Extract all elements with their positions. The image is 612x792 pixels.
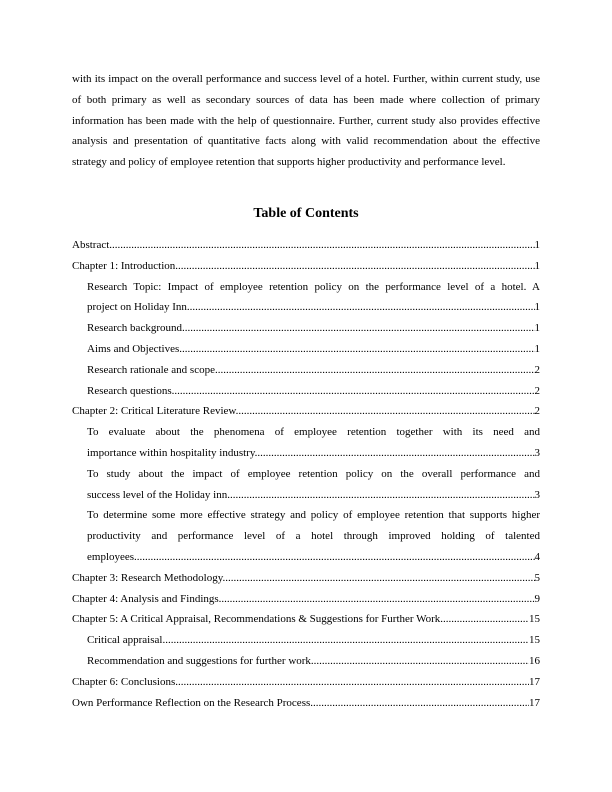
toc-entry-page-number: 17 xyxy=(529,696,540,709)
toc-entry-page-number: 3 xyxy=(534,488,540,501)
toc-entry-page-number: 1 xyxy=(534,239,540,251)
toc-entry-page-number: 5 xyxy=(534,571,540,584)
toc-entry-page-number: 2 xyxy=(534,363,540,376)
toc-entry-page-number: 9 xyxy=(534,592,540,605)
toc-entry-label: Chapter 3: Research Methodology ..... xyxy=(72,568,535,589)
toc-entry[interactable] xyxy=(72,568,540,589)
toc-entry-label: Chapter 5: A Critical Appraisal, Recommendations & Suggestions for Further Work ..... xyxy=(72,609,529,630)
toc-entry-page-number: 1 xyxy=(534,342,540,355)
toc-entry-page-number: 2 xyxy=(534,384,540,397)
toc-entry-text-wrapped: To evaluate about the phenomena of employee retention together with its need and xyxy=(87,426,540,439)
toc-entry-page-number: 1 xyxy=(534,322,540,335)
toc-entry-page-number: 3 xyxy=(534,446,540,459)
toc-entry-label: employees ..... xyxy=(87,547,535,568)
toc-entry[interactable] xyxy=(72,360,540,381)
intro-paragraph: with its impact on the overall performance and success level of a hotel. Further, within current study, use of both primary as well as secondary sources of data has been made where collection of primary information has been made with the help of questionnaire. Further, current study also provides effective analysis and presentation of quantitative facts along with valid recommendation about the effective strategy and policy of employee retention that supports higher productivity and performance level. xyxy=(72,73,540,169)
toc-entry-page-number: 17 xyxy=(529,675,540,688)
toc-entry-label: Research background ..... xyxy=(87,318,535,339)
toc-entry-label: Aims and Objectives ..... xyxy=(87,339,535,360)
toc-entry-label: Critical appraisal ..... xyxy=(87,630,529,651)
toc-entry[interactable] xyxy=(72,693,540,714)
toc-entry-label: Chapter 6: Conclusions ..... xyxy=(72,672,529,693)
toc-entry[interactable] xyxy=(72,422,540,464)
toc-entry-text-wrapped: To determine some more effective strategy and policy of employee retention that supports higher productivity and performance level of a hotel through improved holding of talented xyxy=(87,509,540,543)
toc-entry-page-number: 1 xyxy=(534,301,540,314)
toc-entry-label: Research rationale and scope ..... xyxy=(87,360,535,381)
toc-title: Table of Contents xyxy=(253,206,359,221)
toc-entry[interactable] xyxy=(72,651,540,672)
toc-entry-label: Abstract ..... xyxy=(72,235,535,256)
toc-entry[interactable] xyxy=(72,589,540,610)
toc-entry-label: success level of the Holiday inn ..... xyxy=(87,485,535,506)
toc-entry-page-number: 15 xyxy=(529,613,540,626)
toc-entry-label: Chapter 2: Critical Literature Review ..... xyxy=(72,401,535,422)
toc-entry-label: Recommendation and suggestions for further work ..... xyxy=(87,651,529,672)
toc-entry[interactable] xyxy=(72,672,540,693)
toc-entry[interactable] xyxy=(72,256,540,277)
toc-entry-text-wrapped: To study about the impact of employee retention policy on the overall performance and xyxy=(87,467,540,480)
toc-entry-page-number: 1 xyxy=(534,259,540,272)
toc-entry[interactable] xyxy=(72,381,540,402)
toc-entry[interactable] xyxy=(72,339,540,360)
toc-entry-label: Own Performance Reflection on the Research Process ..... xyxy=(72,693,529,714)
toc-entry-page-number: 15 xyxy=(529,634,540,647)
toc-entry[interactable] xyxy=(72,235,540,256)
toc-entry-label: Research questions ..... xyxy=(87,381,535,402)
toc-entry-label: importance within hospitality industry ..... xyxy=(87,443,535,464)
toc-entry-page-number: 2 xyxy=(534,405,540,418)
toc-entry-page-number: 4 xyxy=(534,550,540,563)
toc-entry[interactable] xyxy=(72,464,540,506)
toc-entry[interactable] xyxy=(72,630,540,651)
toc-entry-text-wrapped: Research Topic: Impact of employee retention policy on the performance level of a hotel. A xyxy=(87,280,540,293)
toc-entry-label: project on Holiday Inn ..... xyxy=(87,297,535,318)
toc-entry[interactable] xyxy=(72,609,540,630)
toc-entry[interactable] xyxy=(72,505,540,567)
toc-entry-label: Chapter 4: Analysis and Findings ..... xyxy=(72,589,535,610)
toc-entry[interactable] xyxy=(72,318,540,339)
toc-entry[interactable] xyxy=(72,401,540,422)
toc-entry[interactable] xyxy=(72,277,540,319)
table-of-contents xyxy=(72,235,540,713)
toc-entry-label: Chapter 1: Introduction ..... xyxy=(72,256,535,277)
toc-entry-page-number: 16 xyxy=(529,654,540,667)
